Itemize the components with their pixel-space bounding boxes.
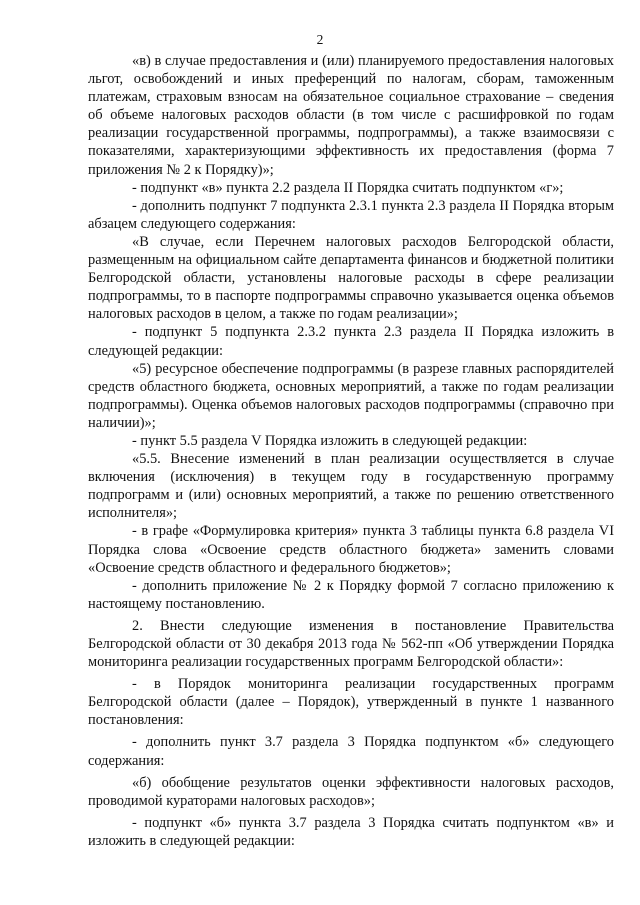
paragraph: - в Порядок мониторинга реализации государственных программ Белгородской области (далее – Порядок), утвержденный в пункте 1 названного постановления:	[88, 676, 614, 729]
paragraph: «б) обобщение результатов оценки эффективности налоговых расходов, проводимой кураторами налоговых расходов»;	[88, 774, 614, 809]
paragraph: 2. Внести следующие изменения в постановление Правительства Белгородской области от 30 декабря 2013 года № 562-пп «Об утверждении Порядка мониторинга реализации государственных программ Белгородской области»:	[88, 617, 614, 671]
paragraph: «5.5. Внесение изменений в план реализации осуществляется в случае включения (исключения) в текущем году в государственную программу подпрограмм и (или) основных мероприятий, а также по решению ответственного исполнителя»;	[88, 451, 614, 522]
page-number: 2	[316, 32, 324, 47]
paragraph: «В случае, если Перечнем налоговых расходов Белгородской области, размещенным на официальном сайте департамента финансов и бюджетной политики Белгородской области, установлены налоговые расходы в сфере реализации подпрограммы, то в паспорте подпрограммы справочно указывается оценка объемов налоговых расходов в целом, а также по годам реализации»;	[88, 233, 614, 323]
paragraph: - дополнить подпункт 7 подпункта 2.3.1 пункта 2.3 раздела II Порядка вторым абзацем следующего содержания:	[88, 197, 614, 232]
paragraph: «в) в случае предоставления и (или) планируемого предоставления налоговых льгот, освобождений и иных преференций по налогам, сборам, таможенным платежам, страховым взносам на обязательное социальное страхование – сведения об объеме налоговых расходов области (в том числе с расшифровкой по годам реализации государственной программы, подпрограммы), а также взаимосвязи с показателями, характеризующими эффективность их предоставления (форма 7 приложения № 2 к Порядку)»;	[88, 53, 614, 178]
paragraph: - подпункт «б» пункта 3.7 раздела 3 Порядка считать подпунктом «в» и изложить в следующей редакции:	[88, 814, 614, 849]
document-body	[88, 52, 614, 850]
paragraph: - дополнить приложение № 2 к Порядку формой 7 согласно приложению к настоящему постановлению.	[88, 577, 614, 612]
paragraph: «5) ресурсное обеспечение подпрограммы (в разрезе главных распорядителей средств областного бюджета, основных мероприятий, а также по годам реализации подпрограммы). Оценка объемов налоговых расходов подпрограммы (справочно при наличии)»;	[88, 360, 614, 431]
paragraph: - подпункт 5 подпункта 2.3.2 пункта 2.3 раздела II Порядка изложить в следующей редакции:	[88, 324, 614, 359]
paragraph: - дополнить пункт 3.7 раздела 3 Порядка подпунктом «б» следующего содержания:	[88, 734, 614, 769]
paragraph: - подпункт «в» пункта 2.2 раздела II Порядка считать подпунктом «г»;	[132, 179, 564, 196]
paragraph: - в графе «Формулировка критерия» пункта 3 таблицы пункта 6.8 раздела VI Порядка слова «Освоение средств областного бюджета» заменить словами «Освоение средств областного и федерального бюджетов»;	[88, 523, 614, 576]
paragraph: - пункт 5.5 раздела V Порядка изложить в следующей редакции:	[132, 432, 528, 449]
